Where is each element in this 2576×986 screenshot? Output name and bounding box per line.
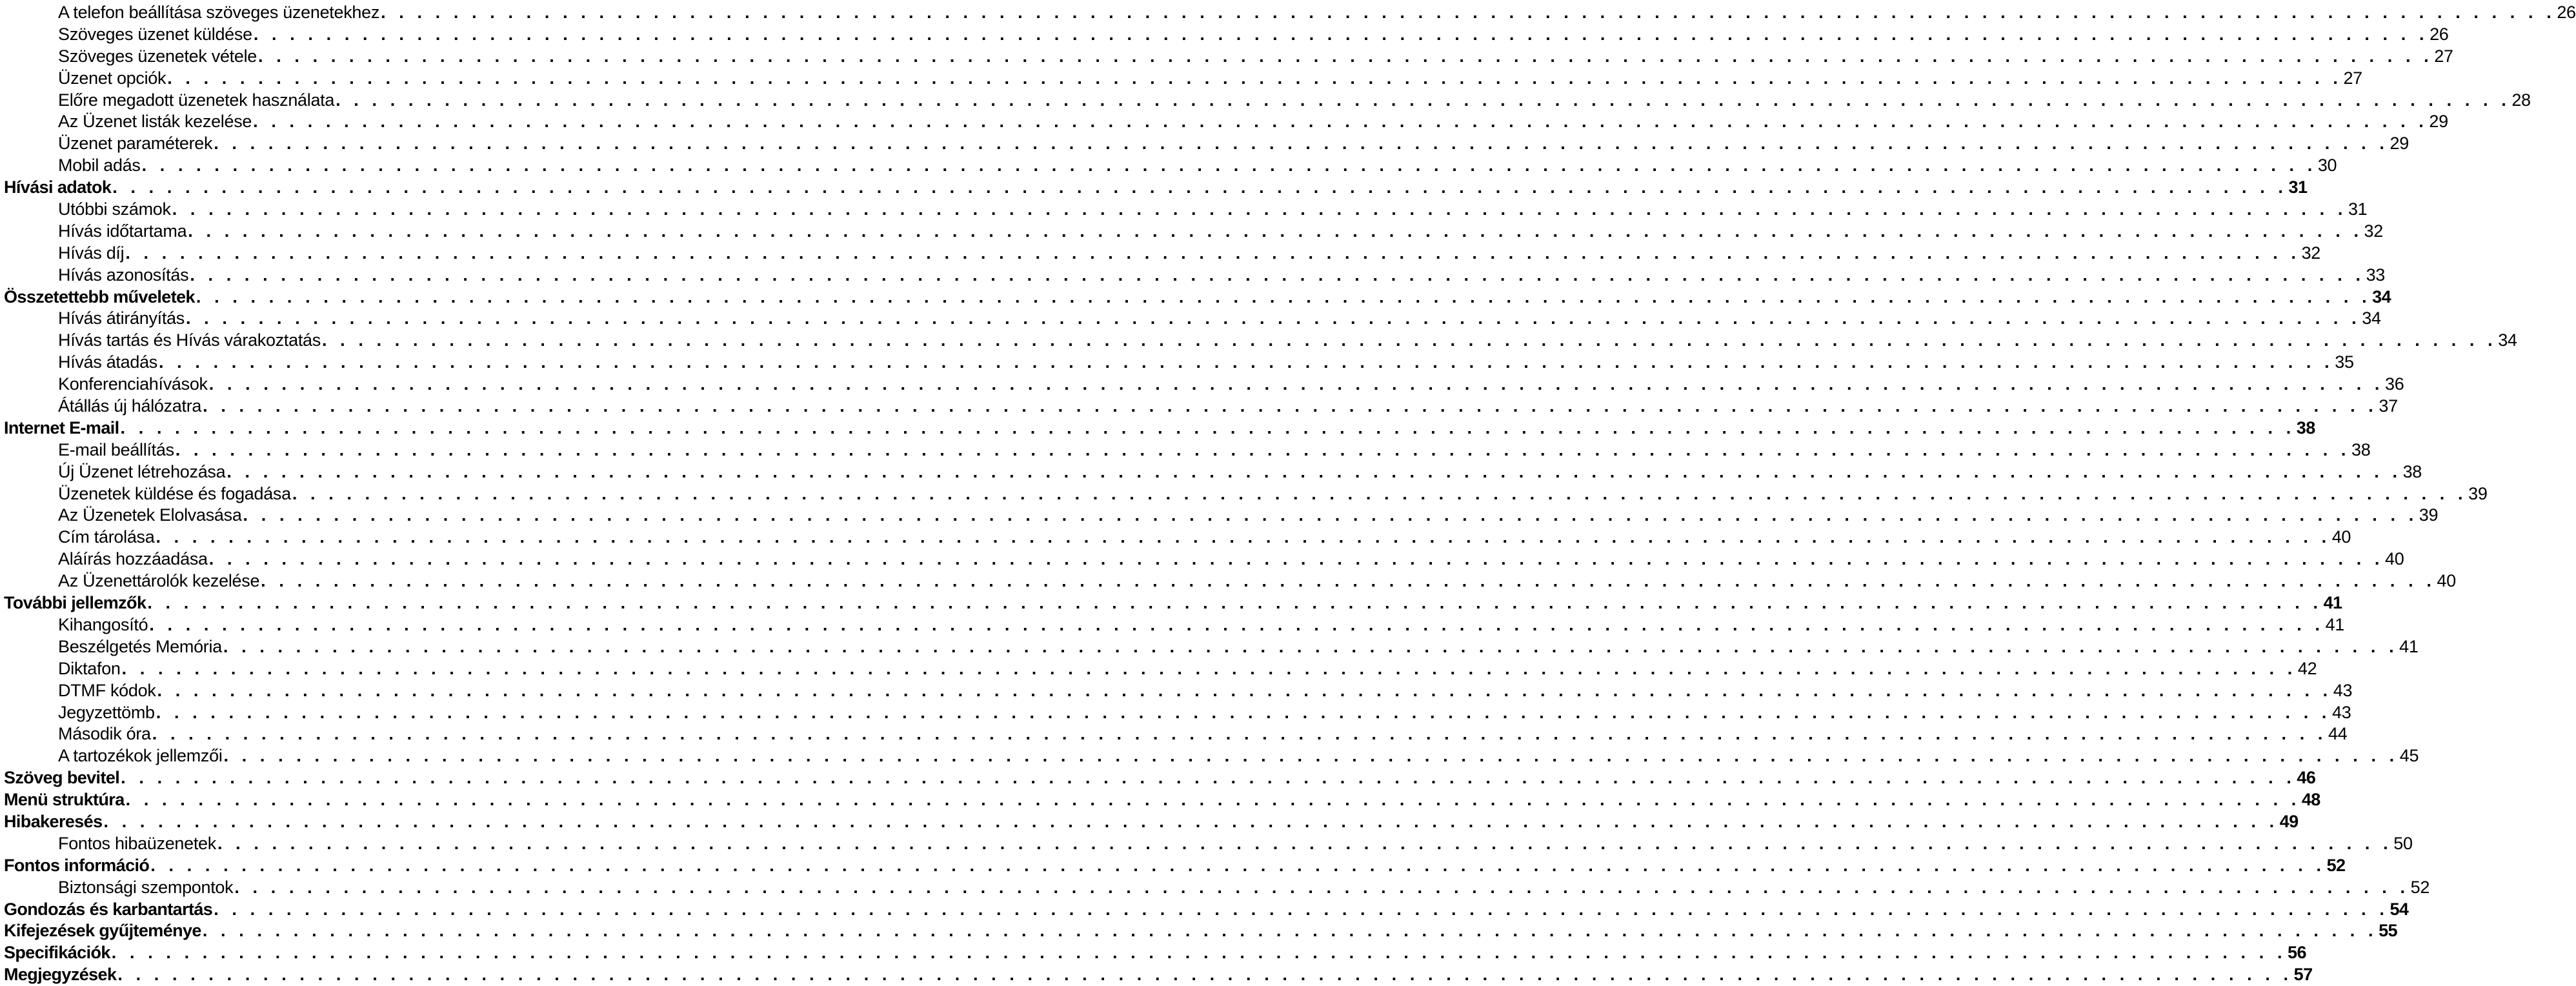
toc-entry-page-number: 31 xyxy=(2288,177,2308,197)
toc-dot-leader: . . . . . . . . . . . . . . . . . . . . . . . . . . . . . . . . . . . . . . . . . . . . . . . . . . . . . . . . . . . . . . . . . . . . . . . . . . . . . . . . . . . . . . . . . . . . . . . . . . . . . . . . . . . . . . . . . . . . . . . . xyxy=(150,855,2326,875)
toc-dot-leader: . . . . . . . . . . . . . . . . . . . . . . . . . . . . . . . . . . . . . . . . . . . . . . . . . . . . . . . . . . . . . . . . . . . . . . . . . . . . . . . . . . . . . . . . . . . . . . . . . . . . . . . . . . . . . . . . . . . . . . . . xyxy=(196,287,2371,307)
toc-entry-title: Menü struktúra xyxy=(4,790,125,810)
toc-section-entry[interactable] xyxy=(4,265,2385,287)
toc-entry-title: Mobil adás xyxy=(58,156,141,176)
toc-entry-page-number: 52 xyxy=(2410,877,2430,897)
toc-dot-leader: . . . . . . . . . . . . . . . . . . . . . . . . . . . . . . . . . . . . . . . . . . . . . . . . . . . . . . . . . . . . . . . . . . . . . . . . . . . . . . . . . . . . . . . . . . . . . . . . . . . . . . . . . . . . . . . . . . . . . . . . xyxy=(149,614,2324,634)
toc-entry-page-number: 54 xyxy=(2390,899,2409,919)
toc-chapter-entry[interactable] xyxy=(4,899,2409,921)
toc-dot-leader: . . . . . . . . . . . . . . . . . . . . . . . . . . . . . . . . . . . . . . . . . . . . . . . . . . . . . . . . . . . . . . . . . . . . . . . . . . . . . . . . . . . . . . . . . . . . . . . . . . . . . . . . . . . . . . . . . . . . . . . . xyxy=(214,899,2389,919)
toc-entry-title: Hívás azonosítás xyxy=(58,265,189,285)
toc-entry-page-number: 34 xyxy=(2372,287,2391,307)
toc-dot-leader: . . . . . . . . . . . . . . . . . . . . . . . . . . . . . . . . . . . . . . . . . . . . . . . . . . . . . . . . . . . . . . . . . . . . . . . . . . . . . . . . . . . . . . . . . . . . . . . . . . . . . . . . . . . . . . . . . . . . . . . . xyxy=(103,811,2279,831)
toc-entry-page-number: 39 xyxy=(2468,483,2488,503)
toc-chapter-entry[interactable] xyxy=(4,287,2391,308)
toc-entry-page-number: 28 xyxy=(2511,90,2531,110)
toc-dot-leader: . . . . . . . . . . . . . . . . . . . . . . . . . . . . . . . . . . . . . . . . . . . . . . . . . . . . . . . . . . . . . . . . . . . . . . . . . . . . . . . . . . . . . . . . . . . . . . . . . . . . . . . . . . . . . . . . . . . . . . . . xyxy=(217,833,2393,853)
toc-entry-title: Új Üzenet létrehozása xyxy=(58,461,226,481)
toc-entry-page-number: 56 xyxy=(2288,943,2306,963)
toc-entry-page-number: 41 xyxy=(2325,614,2344,634)
toc-entry-page-number: 55 xyxy=(2379,921,2397,941)
toc-section-entry[interactable] xyxy=(4,483,2488,505)
toc-dot-leader: . . . . . . . . . . . . . . . . . . . . . . . . . . . . . . . . . . . . . . . . . . . . . . . . . . . . . . . . . . . . . . . . . . . . . . . . . . . . . . . . . . . . . . . . . . . . . . . . . . . . . . . . . . . . . . . . . . . . . . . . xyxy=(158,352,2334,372)
toc-entry-title: Második óra xyxy=(58,724,151,744)
toc-section-entry[interactable] xyxy=(4,133,2409,155)
toc-dot-leader: . . . . . . . . . . . . . . . . . . . . . . . . . . . . . . . . . . . . . . . . . . . . . . . . . . . . . . . . . . . . . . . . . . . . . . . . . . . . . . . . . . . . . . . . . . . . . . . . . . . . . . . . . . . . . . . . . . . . . . . . xyxy=(125,243,2300,263)
toc-chapter-entry[interactable] xyxy=(4,789,2320,811)
toc-entry-page-number: 38 xyxy=(2402,461,2422,481)
toc-section-entry[interactable] xyxy=(4,680,2353,702)
toc-entry-page-number: 48 xyxy=(2301,790,2320,810)
toc-section-entry[interactable] xyxy=(4,745,2419,767)
toc-entry-title: Előre megadott üzenetek használata xyxy=(58,90,335,110)
toc-entry-title: Hívás tartás és Hívás várakoztatás xyxy=(58,330,321,350)
toc-chapter-entry[interactable] xyxy=(4,811,2299,833)
toc-entry-title: Internet E-mail xyxy=(4,418,119,438)
toc-dot-leader: . . . . . . . . . . . . . . . . . . . . . . . . . . . . . . . . . . . . . . . . . . . . . . . . . . . . . . . . . . . . . . . . . . . . . . . . . . . . . . . . . . . . . . . . . . . . . . . . . . . . . . . . . . . . . . . . . . . . . . . . xyxy=(156,702,2331,722)
toc-entry-title: Kifejezések gyűjteménye xyxy=(4,921,201,941)
toc-entry-title: Utóbbi számok xyxy=(58,199,171,219)
toc-entry-title: Specifikációk xyxy=(4,943,110,963)
toc-entry-title: Diktafon xyxy=(58,658,121,678)
toc-entry-title: Jegyzettömb xyxy=(58,702,155,722)
toc-entry-title: Aláírás hozzáadása xyxy=(58,549,208,569)
toc-dot-leader: . . . . . . . . . . . . . . . . . . . . . . . . . . . . . . . . . . . . . . . . . . . . . . . . . . . . . . . . . . . . . . . . . . . . . . . . . . . . . . . . . . . . . . . . . . . . . . . . . . . . . . . . . . . . . . . . . . . . . . . . xyxy=(202,921,2378,941)
toc-entry-title: A tartozékok jellemzői xyxy=(58,746,223,766)
toc-entry-title: Hívás átadás xyxy=(58,352,157,372)
toc-dot-leader: . . . . . . . . . . . . . . . . . . . . . . . . . . . . . . . . . . . . . . . . . . . . . . . . . . . . . . . . . . . . . . . . . . . . . . . . . . . . . . . . . . . . . . . . . . . . . . . . . . . . . . . . . . . . . . . . . . . . . . . . xyxy=(121,768,2296,788)
toc-entry-title: Szöveges üzenetek vétele xyxy=(58,46,257,66)
toc-entry-page-number: 27 xyxy=(2434,46,2453,66)
toc-dot-leader: . . . . . . . . . . . . . . . . . . . . . . . . . . . . . . . . . . . . . . . . . . . . . . . . . . . . . . . . . . . . . . . . . . . . . . . . . . . . . . . . . . . . . . . . . . . . . . . . . . . . . . . . . . . . . . . . . . . . . . . . xyxy=(117,965,2293,985)
toc-entry-page-number: 32 xyxy=(2301,243,2321,263)
toc-section-entry[interactable] xyxy=(4,396,2398,418)
toc-section-entry[interactable] xyxy=(4,723,2348,745)
toc-entry-page-number: 36 xyxy=(2385,374,2404,394)
toc-entry-page-number: 33 xyxy=(2366,265,2385,285)
toc-entry-title: Hívási adatok xyxy=(4,177,112,197)
toc-dot-leader: . . . . . . . . . . . . . . . . . . . . . . . . . . . . . . . . . . . . . . . . . . . . . . . . . . . . . . . . . . . . . . . . . . . . . . . . . . . . . . . . . . . . . . . . . . . . . . . . . . . . . . . . . . . . . . . . . . . . . . . . xyxy=(292,483,2468,503)
toc-dot-leader: . . . . . . . . . . . . . . . . . . . . . . . . . . . . . . . . . . . . . . . . . . . . . . . . . . . . . . . . . . . . . . . . . . . . . . . . . . . . . . . . . . . . . . . . . . . . . . . . . . . . . . . . . . . . . . . . . . . . . . . . xyxy=(223,746,2399,766)
toc-entry-page-number: 26 xyxy=(2430,24,2449,44)
toc-entry-page-number: 57 xyxy=(2293,965,2313,985)
toc-dot-leader: . . . . . . . . . . . . . . . . . . . . . . . . . . . . . . . . . . . . . . . . . . . . . . . . . . . . . . . . . . . . . . . . . . . . . . . . . . . . . . . . . . . . . . . . . . . . . . . . . . . . . . . . . . . . . . . . . . . . . . . . xyxy=(111,943,2287,963)
toc-section-entry[interactable] xyxy=(4,636,2419,658)
toc-entry-page-number: 43 xyxy=(2333,680,2353,700)
toc-entry-page-number: 35 xyxy=(2335,352,2354,372)
toc-dot-leader: . . . . . . . . . . . . . . . . . . . . . . . . . . . . . . . . . . . . . . . . . . . . . . . . . . . . . . . . . . . . . . . . . . . . . . . . . . . . . . . . . . . . . . . . . . . . . . . . . . . . . . . . . . . . . . . . . . . . . . . . xyxy=(188,221,2363,241)
toc-chapter-entry[interactable] xyxy=(4,177,2308,199)
toc-entry-title: Hibakeresés xyxy=(4,811,103,831)
toc-dot-leader: . . . . . . . . . . . . . . . . . . . . . . . . . . . . . . . . . . . . . . . . . . . . . . . . . . . . . . . . . . . . . . . . . . . . . . . . . . . . . . . . . . . . . . . . . . . . . . . . . . . . . . . . . . . . . . . . . . . . . . . . xyxy=(208,549,2384,569)
toc-entry-page-number: 37 xyxy=(2379,396,2398,416)
toc-section-entry[interactable] xyxy=(4,877,2430,899)
toc-entry-page-number: 31 xyxy=(2348,199,2368,219)
toc-dot-leader: . . . . . . . . . . . . . . . . . . . . . . . . . . . . . . . . . . . . . . . . . . . . . . . . . . . . . . . . . . . . . . . . . . . . . . . . . . . . . . . . . . . . . . . . . . . . . . . . . . . . . . . . . . . . . . . . . . . . . . . . xyxy=(185,308,2361,328)
toc-entry-page-number: 43 xyxy=(2332,702,2351,722)
toc-section-entry[interactable] xyxy=(4,111,2448,133)
toc-chapter-entry[interactable] xyxy=(4,592,2342,614)
toc-chapter-entry[interactable] xyxy=(4,964,2313,986)
toc-section-entry[interactable] xyxy=(4,352,2354,374)
toc-entry-title: Szöveg bevitel xyxy=(4,768,120,788)
toc-dot-leader: . . . . . . . . . . . . . . . . . . . . . . . . . . . . . . . . . . . . . . . . . . . . . . . . . . . . . . . . . . . . . . . . . . . . . . . . . . . . . . . . . . . . . . . . . . . . . . . . . . . . . . . . . . . . . . . . . . . . . . . . xyxy=(147,593,2322,613)
toc-chapter-entry[interactable] xyxy=(4,418,2315,439)
toc-section-entry[interactable] xyxy=(4,527,2351,548)
toc-dot-leader: . . . . . . . . . . . . . . . . . . . . . . . . . . . . . . . . . . . . . . . . . . . . . . . . . . . . . . . . . . . . . . . . . . . . . . . . . . . . . . . . . . . . . . . . . . . . . . . . . . . . . . . . . . . . . . . . . . . . . . . . xyxy=(125,790,2300,810)
toc-dot-leader: . . . . . . . . . . . . . . . . . . . . . . . . . . . . . . . . . . . . . . . . . . . . . . . . . . . . . . . . . . . . . . . . . . . . . . . . . . . . . . . . . . . . . . . . . . . . . . . . . . . . . . . . . . . . . . . . . . . . . . . . xyxy=(121,658,2297,678)
toc-dot-leader: . . . . . . . . . . . . . . . . . . . . . . . . . . . . . . . . . . . . . . . . . . . . . . . . . . . . . . . . . . . . . . . . . . . . . . . . . . . . . . . . . . . . . . . . . . . . . . . . . . . . . . . . . . . . . . . . . . . . . . . . xyxy=(223,636,2399,656)
toc-entry-page-number: 34 xyxy=(2362,308,2381,328)
toc-chapter-entry[interactable] xyxy=(4,920,2397,942)
toc-entry-title: Az Üzenettárolók kezelése xyxy=(58,571,260,591)
toc-section-entry[interactable] xyxy=(4,46,2453,68)
toc-entry-title: Hívás díj xyxy=(58,243,125,263)
toc-section-entry[interactable] xyxy=(4,24,2449,46)
toc-entry-page-number: 40 xyxy=(2331,527,2351,547)
toc-entry-page-number: 49 xyxy=(2279,811,2299,831)
toc-entry-page-number: 44 xyxy=(2328,724,2348,744)
toc-entry-page-number: 34 xyxy=(2498,330,2517,350)
toc-entry-page-number: 29 xyxy=(2390,134,2409,154)
toc-entry-title: Szöveges üzenet küldése xyxy=(58,24,252,44)
toc-entry-title: Üzenet paraméterek xyxy=(58,134,213,154)
toc-entry-title: A telefon beállítása szöveges üzenetekhez xyxy=(58,3,380,22)
toc-dot-leader: . . . . . . . . . . . . . . . . . . . . . . . . . . . . . . . . . . . . . . . . . . . . . . . . . . . . . . . . . . . . . . . . . . . . . . . . . . . . . . . . . . . . . . . . . . . . . . . . . . . . . . . . . . . . . . . . . . . . . . . . xyxy=(258,46,2433,66)
toc-entry-page-number: 42 xyxy=(2297,658,2317,678)
toc-section-entry[interactable] xyxy=(4,833,2413,855)
toc-entry-title: Üzenetek küldése és fogadása xyxy=(58,483,291,503)
toc-dot-leader: . . . . . . . . . . . . . . . . . . . . . . . . . . . . . . . . . . . . . . . . . . . . . . . . . . . . . . . . . . . . . . . . . . . . . . . . . . . . . . . . . . . . . . . . . . . . . . . . . . . . . . . . . . . . . . . . . . . . . . . . xyxy=(175,439,2351,459)
toc-dot-leader: . . . . . . . . . . . . . . . . . . . . . . . . . . . . . . . . . . . . . . . . . . . . . . . . . . . . . . . . . . . . . . . . . . . . . . . . . . . . . . . . . . . . . . . . . . . . . . . . . . . . . . . . . . . . . . . . . . . . . . . . xyxy=(261,571,2436,591)
toc-dot-leader: . . . . . . . . . . . . . . . . . . . . . . . . . . . . . . . . . . . . . . . . . . . . . . . . . . . . . . . . . . . . . . . . . . . . . . . . . . . . . . . . . . . . . . . . . . . . . . . . . . . . . . . . . . . . . . . . . . . . . . . . xyxy=(226,461,2402,481)
toc-dot-leader: . . . . . . . . . . . . . . . . . . . . . . . . . . . . . . . . . . . . . . . . . . . . . . . . . . . . . . . . . . . . . . . . . . . . . . . . . . . . . . . . . . . . . . . . . . . . . . . . . . . . . . . . . . . . . . . . . . . . . . . . xyxy=(190,265,2365,285)
toc-section-entry[interactable] xyxy=(4,658,2317,680)
toc-entry-page-number: 40 xyxy=(2385,549,2404,569)
toc-entry-title: Hívás átirányítás xyxy=(58,308,185,328)
toc-entry-page-number: 32 xyxy=(2364,221,2383,241)
toc-entry-title: DTMF kódok xyxy=(58,680,156,700)
toc-entry-title: További jellemzők xyxy=(4,593,146,613)
toc-section-entry[interactable] xyxy=(4,199,2368,221)
table-of-contents xyxy=(4,2,2576,986)
toc-entry-page-number: 26 xyxy=(2557,3,2576,22)
toc-entry-title: Gondozás és karbantartás xyxy=(4,899,213,919)
toc-section-entry[interactable] xyxy=(4,68,2362,90)
toc-entry-title: Az Üzenetek Elolvasása xyxy=(58,505,242,525)
toc-section-entry[interactable] xyxy=(4,243,2321,265)
toc-entry-page-number: 39 xyxy=(2419,505,2439,525)
toc-entry-title: Cím tárolása xyxy=(58,527,155,547)
toc-entry-title: Megjegyzések xyxy=(4,965,117,985)
toc-entry-title: Fontos információ xyxy=(4,855,150,875)
toc-entry-title: Üzenet opciók xyxy=(58,68,166,88)
toc-entry-page-number: 30 xyxy=(2317,156,2337,176)
toc-section-entry[interactable] xyxy=(4,374,2404,396)
toc-dot-leader: . . . . . . . . . . . . . . . . . . . . . . . . . . . . . . . . . . . . . . . . . . . . . . . . . . . . . . . . . . . . . . . . . . . . . . . . . . . . . . . . . . . . . . . . . . . . . . . . . . . . . . . . . . . . . . . . . . . . . . . . xyxy=(172,199,2347,219)
toc-dot-leader: . . . . . . . . . . . . . . . . . . . . . . . . . . . . . . . . . . . . . . . . . . . . . . . . . . . . . . . . . . . . . . . . . . . . . . . . . . . . . . . . . . . . . . . . . . . . . . . . . . . . . . . . . . . . . . . . . . . . . . . . xyxy=(208,374,2384,394)
toc-dot-leader: . . . . . . . . . . . . . . . . . . . . . . . . . . . . . . . . . . . . . . . . . . . . . . . . . . . . . . . . . . . . . . . . . . . . . . . . . . . . . . . . . . . . . . . . . . . . . . . . . . . . . . . . . . . . . . . . . . . . . . . . xyxy=(253,112,2428,132)
toc-entry-title: Hívás időtartama xyxy=(58,221,187,241)
toc-section-entry[interactable] xyxy=(4,308,2381,330)
toc-dot-leader: . . . . . . . . . . . . . . . . . . . . . . . . . . . . . . . . . . . . . . . . . . . . . . . . . . . . . . . . . . . . . . . . . . . . . . . . . . . . . . . . . . . . . . . . . . . . . . . . . . . . . . . . . . . . . . . . . . . . . . . . xyxy=(381,3,2556,22)
toc-entry-title: E-mail beállítás xyxy=(58,439,174,459)
toc-entry-page-number: 40 xyxy=(2437,571,2456,591)
toc-dot-leader: . . . . . . . . . . . . . . . . . . . . . . . . . . . . . . . . . . . . . . . . . . . . . . . . . . . . . . . . . . . . . . . . . . . . . . . . . . . . . . . . . . . . . . . . . . . . . . . . . . . . . . . . . . . . . . . . . . . . . . . . xyxy=(203,396,2378,416)
toc-entry-page-number: 46 xyxy=(2297,768,2316,788)
toc-section-entry[interactable] xyxy=(4,330,2517,352)
toc-entry-title: Kihangosító xyxy=(58,614,148,634)
toc-entry-page-number: 29 xyxy=(2429,112,2448,132)
toc-section-entry[interactable] xyxy=(4,439,2371,461)
toc-section-entry[interactable] xyxy=(4,2,2576,24)
toc-dot-leader: . . . . . . . . . . . . . . . . . . . . . . . . . . . . . . . . . . . . . . . . . . . . . . . . . . . . . . . . . . . . . . . . . . . . . . . . . . . . . . . . . . . . . . . . . . . . . . . . . . . . . . . . . . . . . . . . . . . . . . . . xyxy=(167,68,2342,88)
toc-chapter-entry[interactable] xyxy=(4,767,2316,789)
toc-dot-leader: . . . . . . . . . . . . . . . . . . . . . . . . . . . . . . . . . . . . . . . . . . . . . . . . . . . . . . . . . . . . . . . . . . . . . . . . . . . . . . . . . . . . . . . . . . . . . . . . . . . . . . . . . . . . . . . . . . . . . . . . xyxy=(243,505,2418,525)
toc-section-entry[interactable] xyxy=(4,461,2422,483)
toc-dot-leader: . . . . . . . . . . . . . . . . . . . . . . . . . . . . . . . . . . . . . . . . . . . . . . . . . . . . . . . . . . . . . . . . . . . . . . . . . . . . . . . . . . . . . . . . . . . . . . . . . . . . . . . . . . . . . . . . . . . . . . . . xyxy=(321,330,2497,350)
toc-entry-title: Konferenciahívások xyxy=(58,374,208,394)
toc-dot-leader: . . . . . . . . . . . . . . . . . . . . . . . . . . . . . . . . . . . . . . . . . . . . . . . . . . . . . . . . . . . . . . . . . . . . . . . . . . . . . . . . . . . . . . . . . . . . . . . . . . . . . . . . . . . . . . . . . . . . . . . . xyxy=(157,680,2332,700)
toc-dot-leader: . . . . . . . . . . . . . . . . . . . . . . . . . . . . . . . . . . . . . . . . . . . . . . . . . . . . . . . . . . . . . . . . . . . . . . . . . . . . . . . . . . . . . . . . . . . . . . . . . . . . . . . . . . . . . . . . . . . . . . . . xyxy=(120,418,2295,438)
toc-entry-page-number: 38 xyxy=(2296,418,2315,438)
toc-section-entry[interactable] xyxy=(4,155,2337,177)
toc-entry-page-number: 45 xyxy=(2399,746,2419,766)
toc-dot-leader: . . . . . . . . . . . . . . . . . . . . . . . . . . . . . . . . . . . . . . . . . . . . . . . . . . . . . . . . . . . . . . . . . . . . . . . . . . . . . . . . . . . . . . . . . . . . . . . . . . . . . . . . . . . . . . . . . . . . . . . . xyxy=(141,156,2317,176)
toc-section-entry[interactable] xyxy=(4,614,2344,636)
toc-entry-title: Az Üzenet listák kezelése xyxy=(58,112,252,132)
toc-entry-title: Fontos hibaüzenetek xyxy=(58,833,216,853)
toc-entry-title: Összetettebb műveletek xyxy=(4,287,195,307)
toc-section-entry[interactable] xyxy=(4,505,2439,527)
toc-section-entry[interactable] xyxy=(4,90,2531,112)
toc-entry-page-number: 41 xyxy=(2399,636,2419,656)
toc-entry-title: Biztonsági szempontok xyxy=(58,877,234,897)
toc-entry-page-number: 38 xyxy=(2351,439,2371,459)
toc-section-entry[interactable] xyxy=(4,221,2383,243)
toc-entry-page-number: 50 xyxy=(2393,833,2413,853)
toc-chapter-entry[interactable] xyxy=(4,855,2346,877)
toc-dot-leader: . . . . . . . . . . . . . . . . . . . . . . . . . . . . . . . . . . . . . . . . . . . . . . . . . . . . . . . . . . . . . . . . . . . . . . . . . . . . . . . . . . . . . . . . . . . . . . . . . . . . . . . . . . . . . . . . . . . . . . . . xyxy=(214,134,2389,154)
toc-entry-page-number: 41 xyxy=(2323,593,2342,613)
toc-dot-leader: . . . . . . . . . . . . . . . . . . . . . . . . . . . . . . . . . . . . . . . . . . . . . . . . . . . . . . . . . . . . . . . . . . . . . . . . . . . . . . . . . . . . . . . . . . . . . . . . . . . . . . . . . . . . . . . . . . . . . . . . xyxy=(234,877,2410,897)
toc-dot-leader: . . . . . . . . . . . . . . . . . . . . . . . . . . . . . . . . . . . . . . . . . . . . . . . . . . . . . . . . . . . . . . . . . . . . . . . . . . . . . . . . . . . . . . . . . . . . . . . . . . . . . . . . . . . . . . . . . . . . . . . . xyxy=(152,724,2328,744)
toc-dot-leader: . . . . . . . . . . . . . . . . . . . . . . . . . . . . . . . . . . . . . . . . . . . . . . . . . . . . . . . . . . . . . . . . . . . . . . . . . . . . . . . . . . . . . . . . . . . . . . . . . . . . . . . . . . . . . . . . . . . . . . . . xyxy=(336,90,2511,110)
toc-dot-leader: . . . . . . . . . . . . . . . . . . . . . . . . . . . . . . . . . . . . . . . . . . . . . . . . . . . . . . . . . . . . . . . . . . . . . . . . . . . . . . . . . . . . . . . . . . . . . . . . . . . . . . . . . . . . . . . . . . . . . . . . xyxy=(112,177,2288,197)
toc-dot-leader: . . . . . . . . . . . . . . . . . . . . . . . . . . . . . . . . . . . . . . . . . . . . . . . . . . . . . . . . . . . . . . . . . . . . . . . . . . . . . . . . . . . . . . . . . . . . . . . . . . . . . . . . . . . . . . . . . . . . . . . . xyxy=(156,527,2331,547)
toc-section-entry[interactable] xyxy=(4,570,2456,592)
toc-chapter-entry[interactable] xyxy=(4,942,2306,964)
toc-entry-page-number: 27 xyxy=(2343,68,2362,88)
toc-entry-title: Beszélgetés Memória xyxy=(58,636,222,656)
toc-dot-leader: . . . . . . . . . . . . . . . . . . . . . . . . . . . . . . . . . . . . . . . . . . . . . . . . . . . . . . . . . . . . . . . . . . . . . . . . . . . . . . . . . . . . . . . . . . . . . . . . . . . . . . . . . . . . . . . . . . . . . . . . xyxy=(253,24,2429,44)
toc-section-entry[interactable] xyxy=(4,702,2351,724)
toc-section-entry[interactable] xyxy=(4,548,2404,570)
toc-entry-page-number: 52 xyxy=(2326,855,2346,875)
toc-entry-title: Átállás új hálózatra xyxy=(58,396,202,416)
